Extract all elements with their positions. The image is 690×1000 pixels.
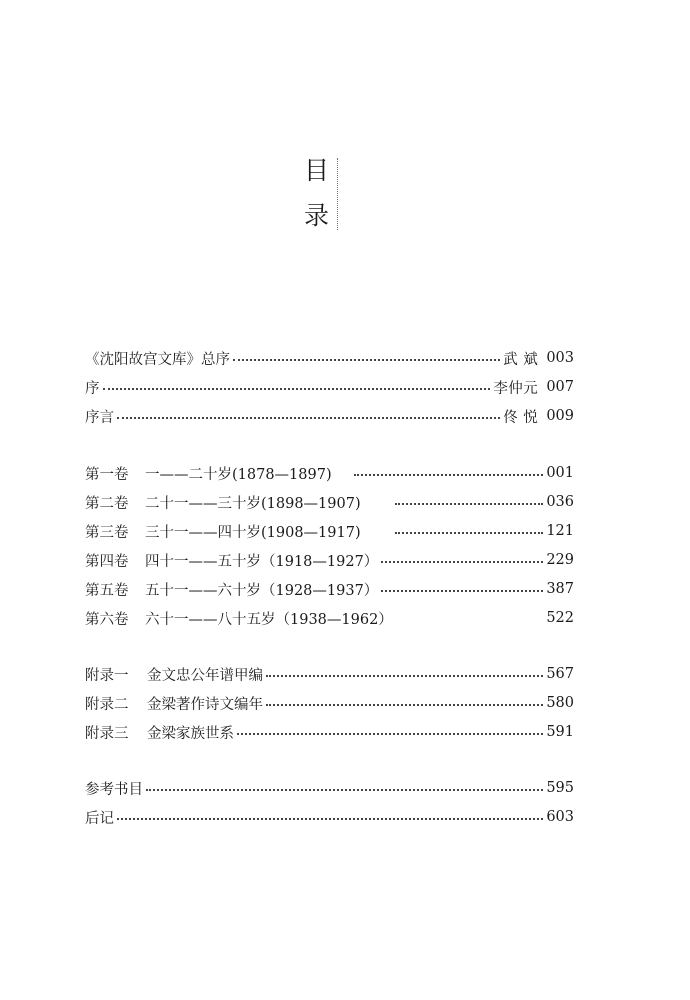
toc-entry-afterword[interactable] (85, 804, 574, 830)
dot-leader (266, 704, 543, 706)
toc-entry-foreword[interactable] (85, 403, 574, 429)
entry-title: 《沈阳故宫文库》总序 (85, 351, 230, 368)
entry-author: 武 斌 (503, 351, 539, 368)
toc-entry-preface[interactable] (85, 374, 574, 400)
toc-entry-general-preface[interactable] (85, 345, 574, 371)
volume-label: 第三卷 (85, 524, 129, 541)
toc-entry-appendix-1[interactable] (85, 661, 574, 687)
appendix-label: 附录二 (85, 696, 129, 713)
entry-title: 序 (85, 380, 100, 397)
dot-leader (266, 675, 543, 677)
title-dotted-rule (337, 158, 338, 230)
toc-entry-volume-5[interactable] (85, 576, 574, 602)
entry-author: 佟 悦 (503, 409, 539, 426)
entry-page: 580 (546, 695, 574, 711)
volume-title: 六十一——八十五岁（1938—1962） (145, 611, 393, 628)
entry-page: 121 (546, 523, 574, 539)
entry-page: 591 (546, 724, 574, 740)
entry-page: 001 (546, 465, 574, 481)
volume-label: 第四卷 (85, 553, 129, 570)
dot-leader (354, 474, 544, 476)
volume-title: 四十一——五十岁（1918—1927） (145, 553, 379, 570)
toc-entry-volume-1[interactable] (85, 460, 574, 486)
toc-entry-bibliography[interactable] (85, 775, 574, 801)
volume-label: 第二卷 (85, 495, 129, 512)
appendix-title: 金文忠公年谱甲编 (147, 667, 263, 684)
volume-title: 二十一——三十岁(1898—1907) (145, 495, 361, 512)
volume-label: 第五卷 (85, 582, 129, 599)
toc-entry-volume-3[interactable] (85, 518, 574, 544)
volume-title: 五十一——六十岁（1928—1937） (145, 582, 379, 599)
dot-leader (146, 789, 543, 791)
entry-page: 595 (546, 780, 574, 796)
entry-page: 603 (546, 809, 574, 825)
entry-page: 003 (546, 350, 574, 366)
appendix-label: 附录三 (85, 725, 129, 742)
dot-leader (381, 590, 543, 592)
volume-label: 第六卷 (85, 611, 129, 628)
entry-title: 参考书目 (85, 781, 143, 798)
dot-leader (233, 359, 500, 361)
entry-page: 009 (546, 408, 574, 424)
volume-title: 一——二十岁(1878—1897) (145, 466, 332, 483)
entry-page: 036 (546, 494, 574, 510)
entry-page: 229 (546, 552, 574, 568)
toc-entry-volume-2[interactable] (85, 489, 574, 515)
appendix-label: 附录一 (85, 667, 129, 684)
appendix-title: 金梁著作诗文编年 (147, 696, 263, 713)
entry-author: 李仲元 (493, 380, 539, 397)
dot-leader (103, 388, 491, 390)
volume-title: 三十一——四十岁(1908—1917) (145, 524, 361, 541)
entry-title: 序言 (85, 409, 114, 426)
entry-page: 387 (546, 581, 574, 597)
dot-leader (395, 532, 544, 534)
entry-page: 567 (546, 666, 574, 682)
dot-leader (117, 818, 543, 820)
appendix-title: 金梁家族世系 (147, 725, 234, 742)
dot-leader (395, 503, 544, 505)
entry-title: 后记 (85, 810, 114, 827)
toc-title (296, 156, 334, 232)
dot-leader (237, 733, 543, 735)
dot-leader (117, 417, 500, 419)
dot-leader (381, 561, 543, 563)
title-char-lu: 录 (304, 201, 330, 230)
toc-entry-volume-4[interactable] (85, 547, 574, 573)
entry-page: 522 (546, 610, 574, 626)
title-char-mu: 目 (304, 156, 330, 185)
toc-entry-appendix-3[interactable] (85, 719, 574, 745)
volume-label: 第一卷 (85, 466, 129, 483)
toc-entry-volume-6[interactable] (85, 605, 574, 631)
toc-entry-appendix-2[interactable] (85, 690, 574, 716)
entry-page: 007 (546, 379, 574, 395)
